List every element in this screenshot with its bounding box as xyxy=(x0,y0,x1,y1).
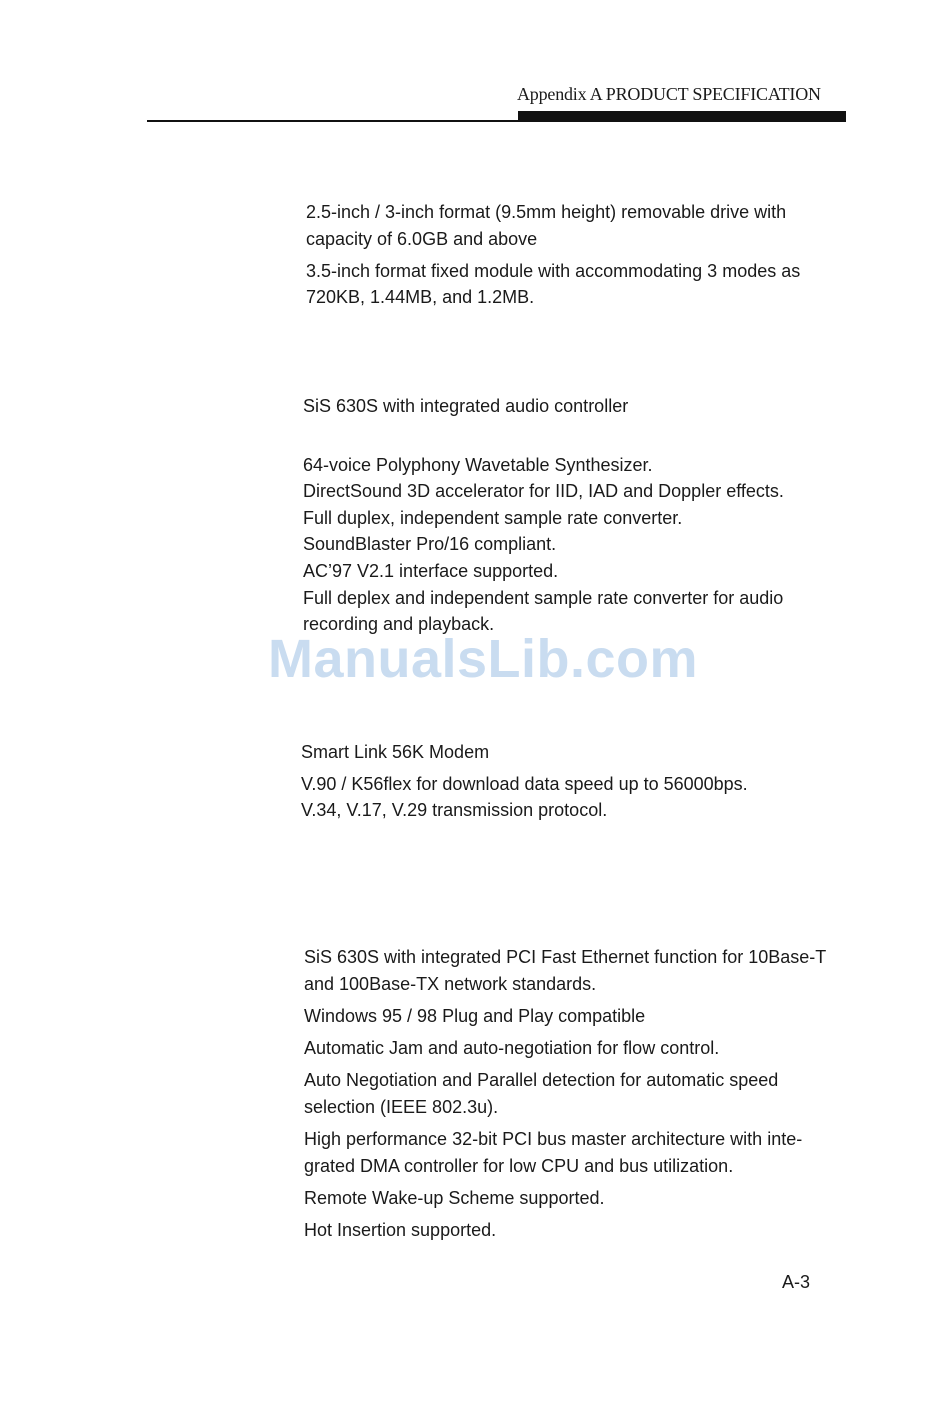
audio-feature: 64-voice Polyphony Wavetable Synthesizer. xyxy=(303,455,653,475)
lan-item-5-line-2: grated DMA controller for low CPU and bus utilization. xyxy=(304,1156,734,1176)
lan-item-3: Automatic Jam and auto-negotiation for flow control. xyxy=(304,1038,720,1058)
storage-item-2-line-1: 3.5-inch format fixed module with accommodating 3 modes as xyxy=(306,261,801,281)
audio-feature: AC’97 V2.1 interface supported. xyxy=(303,561,559,581)
lan-item-7: Hot Insertion supported. xyxy=(304,1220,497,1240)
audio-controller: SiS 630S with integrated audio controller xyxy=(303,396,629,416)
modem-name: Smart Link 56K Modem xyxy=(301,742,490,762)
audio-feature: DirectSound 3D accelerator for IID, IAD and Doppler effects. xyxy=(303,481,784,501)
audio-feature: Full deplex and independent sample rate converter for audio xyxy=(303,588,784,608)
modem-feature: V.90 / K56flex for download data speed up to 56000bps. xyxy=(301,774,748,794)
lan-item-1-line-1: SiS 630S with integrated PCI Fast Ethernet function for 10Base-T xyxy=(304,947,827,967)
header-title: Appendix A PRODUCT SPECIFICATION xyxy=(517,84,821,104)
modem-feature: V.34, V.17, V.29 transmission protocol. xyxy=(301,800,608,820)
audio-feature: SoundBlaster Pro/16 compliant. xyxy=(303,534,557,554)
header-rule-thick xyxy=(518,111,846,122)
lan-item-4-line-2: selection (IEEE 802.3u). xyxy=(304,1097,499,1117)
storage-item-2-line-2: 720KB, 1.44MB, and 1.2MB. xyxy=(306,287,535,307)
lan-item-4-line-1: Auto Negotiation and Parallel detection for automatic speed xyxy=(304,1070,779,1090)
lan-item-1-line-2: and 100Base-TX network standards. xyxy=(304,974,597,994)
page-number: A-3 xyxy=(782,1272,811,1292)
watermark: ManualsLib.com xyxy=(268,629,699,689)
storage-item-1-line-1: 2.5-inch / 3-inch format (9.5mm height) removable drive with xyxy=(306,202,787,222)
audio-feature: recording and playback. xyxy=(303,614,495,634)
storage-item-1-line-2: capacity of 6.0GB and above xyxy=(306,229,538,249)
lan-item-5-line-1: High performance 32-bit PCI bus master architecture with inte- xyxy=(304,1129,803,1149)
header-rule-thin xyxy=(147,120,519,122)
audio-feature: Full duplex, independent sample rate converter. xyxy=(303,508,683,528)
lan-item-6: Remote Wake-up Scheme supported. xyxy=(304,1188,605,1208)
lan-item-2: Windows 95 / 98 Plug and Play compatible xyxy=(304,1006,646,1026)
